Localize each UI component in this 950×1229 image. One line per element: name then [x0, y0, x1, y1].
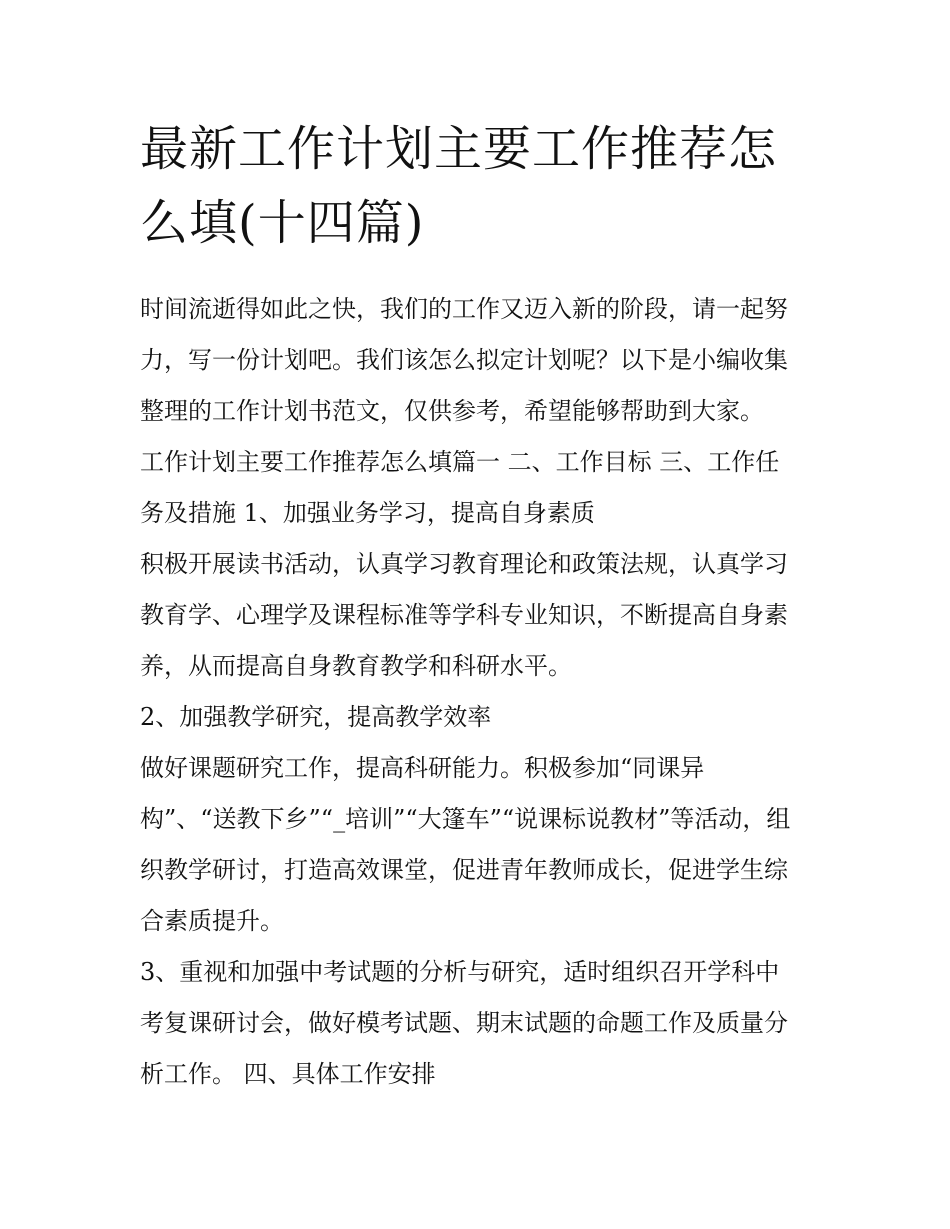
- body-line: 务及措施 1、加强业务学习，提高自身素质: [140, 499, 595, 527]
- title-line-2: 么填(十四篇): [140, 195, 425, 251]
- body-line: 力，写一份计划吧。我们该怎么拟定计划呢？以下是小编收集: [140, 346, 788, 374]
- document-title: [140, 112, 830, 260]
- body-line: 合素质提升。: [140, 907, 284, 935]
- body-line: 做好课题研究工作，提高科研能力。积极参加“同课异: [140, 754, 705, 782]
- document-body: [140, 284, 830, 1100]
- body-line: 析工作。 四、具体工作安排: [140, 1060, 436, 1088]
- body-line: 构”、“送教下乡”“_培训”“大篷车”“说课标说教材”等活动，组: [140, 805, 791, 833]
- body-line: 织教学研讨，打造高效课堂，促进青年教师成长，促进学生综: [140, 856, 788, 884]
- body-line: 整理的工作计划书范文，仅供参考，希望能够帮助到大家。: [140, 397, 764, 425]
- body-line: 养，从而提高自身教育教学和科研水平。: [140, 652, 572, 680]
- body-line: 时间流逝得如此之快，我们的工作又迈入新的阶段，请一起努: [140, 295, 788, 323]
- body-line: 积极开展读书活动，认真学习教育理论和政策法规，认真学习: [140, 550, 788, 578]
- document-page: [140, 112, 830, 1100]
- body-line: 考复课研讨会，做好模考试题、期末试题的命题工作及质量分: [140, 1009, 788, 1037]
- body-line: 2、加强教学研究，提高教学效率: [140, 703, 492, 731]
- body-line: 工作计划主要工作推荐怎么填篇一 二、工作目标 三、工作任: [140, 448, 780, 476]
- body-line: 3、重视和加强中考试题的分析与研究，适时组织召开学科中: [140, 958, 780, 986]
- body-line: 教育学、心理学及课程标准等学科专业知识，不断提高自身素: [140, 601, 788, 629]
- title-line-1: 最新工作计划主要工作推荐怎: [140, 121, 778, 177]
